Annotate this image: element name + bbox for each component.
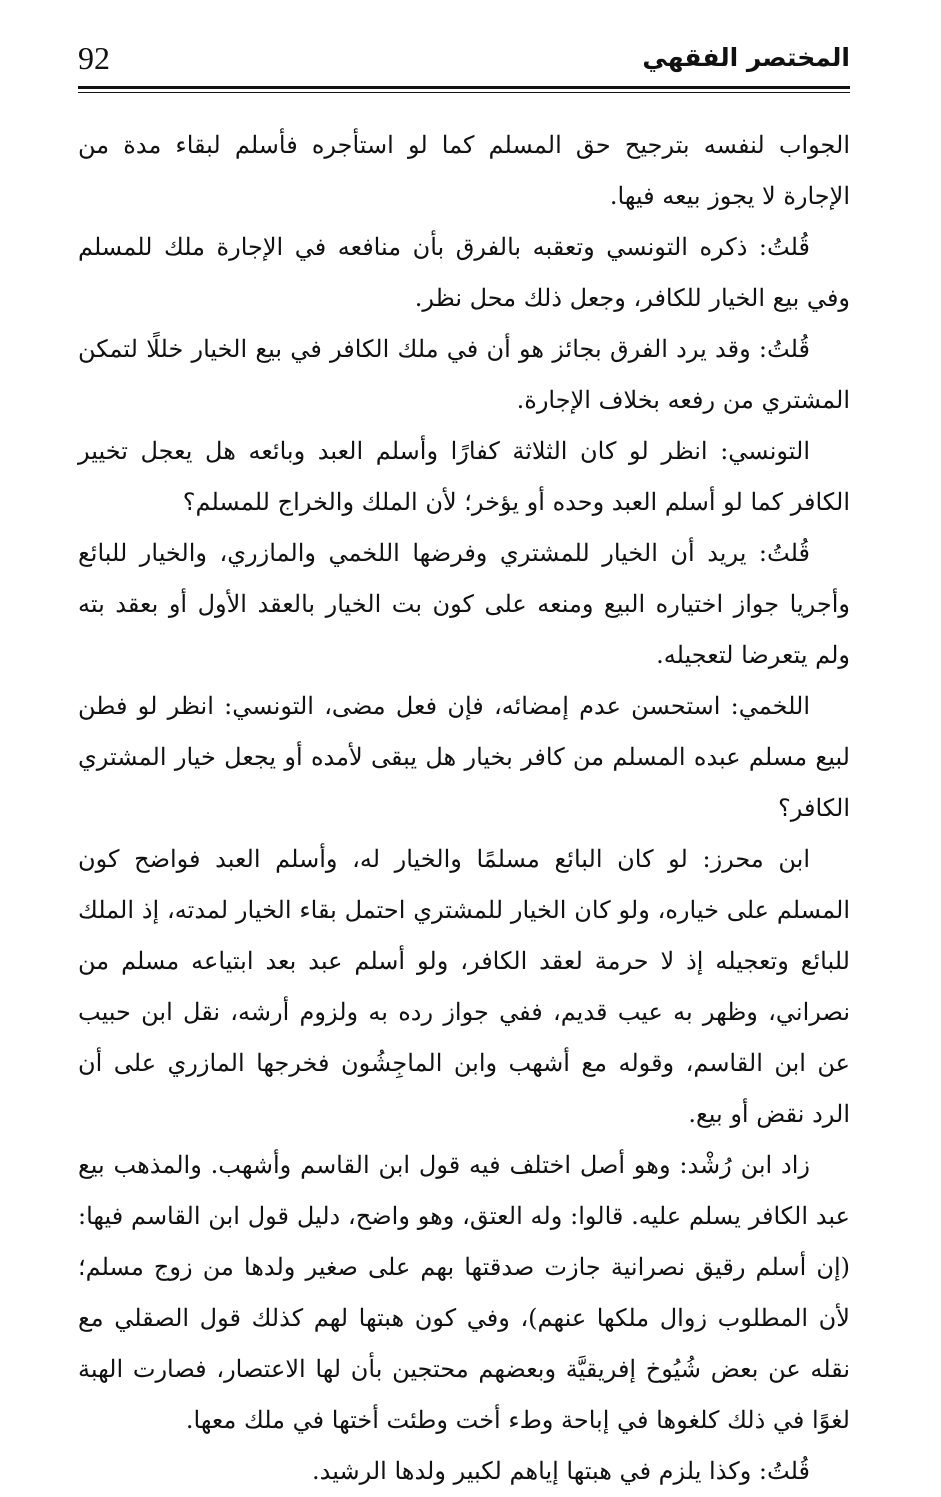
body-text xyxy=(78,120,850,1497)
paragraph: قُلتُ: وقد يرد الفرق بجائز هو أن في ملك الكافر في بيع الخيار خللًا لتمكن المشتري من رفعه بخلاف الإجارة. xyxy=(78,335,850,414)
book-page xyxy=(78,28,850,1485)
paragraph: قُلتُ: وكذا يلزم في هبتها إياهم لكبير ولدها الرشيد. xyxy=(312,1457,810,1485)
paragraph: اللخمي: استحسن عدم إمضائه، فإن فعل مضى، التونسي: انظر لو فطن لبيع مسلم عبده المسلم من كافر بخيار هل يبقى لأمده أو يجعل خيار المشتري الكافر؟ xyxy=(78,692,850,822)
paragraph: التونسي: انظر لو كان الثلاثة كفارًا وأسلم العبد وبائعه هل يعجل تخيير الكافر كما لو أسلم العبد وحده أو يؤخر؛ لأن الملك والخراج للمسلم؟ xyxy=(78,437,850,516)
paragraph: زاد ابن رُشْد: وهو أصل اختلف فيه قول ابن القاسم وأشهب. والمذهب بيع عبد الكافر يسلم عليه. قالوا: وله العتق، وهو واضح، دليل قول ابن القاسم فيها: (إن أسلم رقيق نصرانية جازت صدقتها بهم على صغير ولدها من زوج مسلم؛ لأن المطلوب زوال ملكها عنهم)، وفي كون هبتها لهم كذلك قول الصقلي مع نقله عن بعض شُيُوخ إفريقيَّة وبعضهم محتجين بأن لها الاعتصار، فصارت الهبة لغوًا في ذلك كلغوها في إباحة وطء أخت وطئت أختها في ملك معها. xyxy=(78,1151,850,1434)
header-rule-thick xyxy=(78,86,850,89)
paragraph: قُلتُ: ذكره التونسي وتعقبه بالفرق بأن منافعه في الإجارة ملك للمسلم وفي بيع الخيار للكافر، وجعل ذلك محل نظر. xyxy=(78,233,850,312)
page-header xyxy=(78,28,850,84)
book-title: المختصر الفقهي xyxy=(642,43,850,72)
paragraph: قُلتُ: يريد أن الخيار للمشتري وفرضها اللخمي والمازري، والخيار للبائع وأجريا جواز اختياره البيع ومنعه على كون بت الخيار بالعقد الأول أو بعقد بته ولم يتعرضا لتعجيله. xyxy=(78,539,850,669)
header-rule-thin xyxy=(78,92,850,93)
paragraph: الجواب لنفسه بترجيح حق المسلم كما لو استأجره فأسلم لبقاء مدة من الإجارة لا يجوز بيعه فيها. xyxy=(78,131,850,210)
page-number: 92 xyxy=(78,40,110,76)
paragraph: ابن محرز: لو كان البائع مسلمًا والخيار له، وأسلم العبد فواضح كون المسلم على خياره، ولو كان الخيار للمشتري احتمل بقاء الخيار لمدته، إذ الملك للبائع وتعجيله إذ لا حرمة لعقد الكافر، ولو أسلم عبد بعد ابتياعه مسلم من نصراني، وظهر به عيب قديم، ففي جواز رده به ولزوم أرشه، نقل ابن حبيب عن ابن القاسم، وقوله مع أشهب وابن الماجِشُون فخرجها المازري على أن الرد نقض أو بيع. xyxy=(78,845,850,1128)
